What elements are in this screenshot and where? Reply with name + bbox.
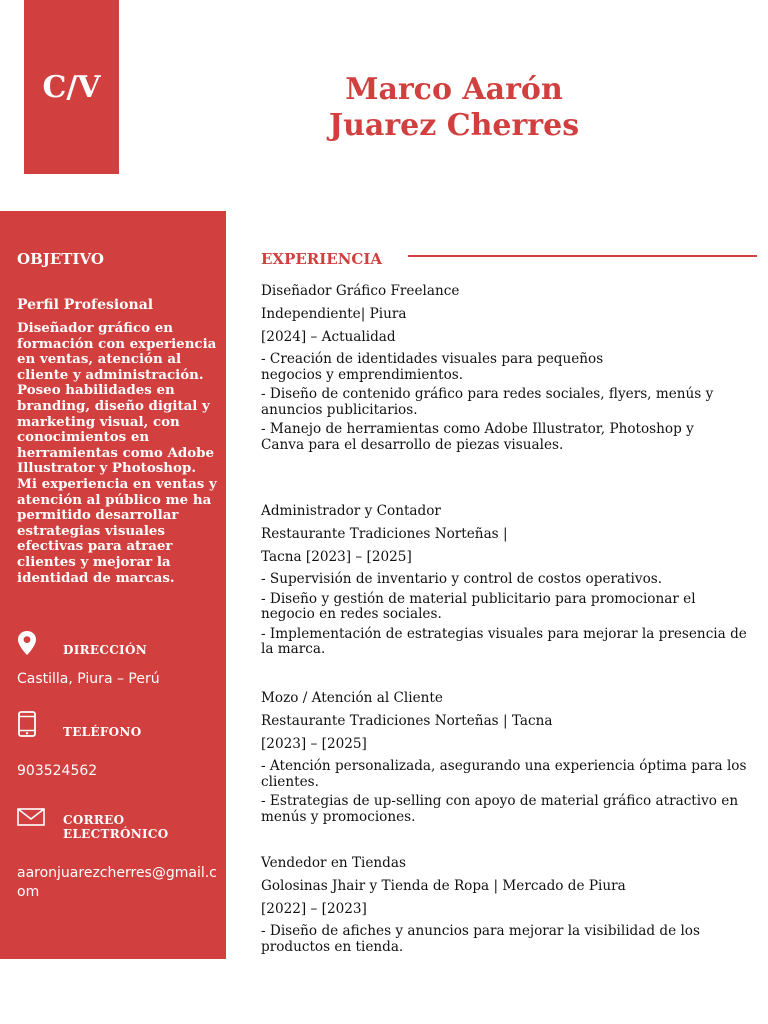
job-role: Diseñador Gráfico Freelance [261,283,460,299]
job-bullet: - Implementación de estrategias visuales para mejorar la presencia de la marca. [261,625,747,657]
correo-value: aaronjuarezcherres@gmail.c om [17,865,217,900]
phone-icon [17,711,37,737]
job-period: [2022] – [2023] [261,901,367,917]
job-company: Independiente| Piura [261,306,407,322]
job-bullet: - Manejo de herramientas como Adobe Illustrator, Photoshop y Canva para el desarrollo de piezas visuales. [261,421,694,453]
job-entry [261,503,761,662]
telefono-value: 903524562 [17,763,98,779]
location-pin-icon [17,630,37,656]
objetivo-heading: OBJETIVO [17,250,104,268]
job-role: Administrador y Contador [261,503,441,519]
correo-label [63,813,169,841]
direccion-label: DIRECCIÓN [63,643,147,657]
job-company: Restaurante Tradiciones Norteñas | [261,526,508,542]
job-bullet: - Diseño de afiches y anuncios para mejorar la visibilidad de los productos en tienda. [261,923,700,955]
job-bullet: - Supervisión de inventario y control de costos operativos. [261,571,663,587]
job-entry [261,283,761,457]
job-company: Restaurante Tradiciones Norteñas | Tacna [261,713,553,729]
name-first-line: Marco Aarón [345,72,563,107]
envelope-icon [17,808,45,826]
experiencia-heading: EXPERIENCIA [261,250,383,268]
sidebar [0,211,226,959]
job-role: Vendedor en Tiendas [261,855,406,871]
job-bullet: - Diseño de contenido gráfico para redes sociales, flyers, menús y anuncios publicitarios. [261,386,714,418]
perfil-paragraph: Mi experiencia en ventas y atención al público me ha permitido desarrollar estrategias visuales efectivas para atraer clientes y mejorar la identidad de marcas. [17,475,217,586]
job-bullet: - Atención personalizada, asegurando una experiencia óptima para los clientes. [261,758,747,790]
job-period: [2023] – [2025] [261,736,367,752]
direccion-value: Castilla, Piura – Perú [17,671,160,687]
job-entry [261,855,761,959]
candidate-name [270,72,638,144]
perfil-paragraph: Poseo habilidades en branding, diseño digital y marketing visual, con conocimientos en herramientas como Adobe Illustrator y Photoshop. [17,382,215,477]
perfil-text [17,321,229,586]
cv-label: C/V [42,69,101,105]
job-company: Golosinas Jhair y Tienda de Ropa | Mercado de Piura [261,878,626,894]
correo-label-line: CORREO [63,813,125,827]
perfil-paragraph: Diseñador gráfico en formación con experiencia en ventas, atención al cliente y administración. [17,320,217,383]
cv-badge [24,0,119,174]
job-period: Tacna [2023] – [2025] [261,549,412,565]
job-bullet: - Creación de identidades visuales para pequeños negocios y emprendimientos. [261,351,604,383]
job-entry [261,690,761,829]
perfil-heading: Perfil Profesional [17,297,154,313]
job-role: Mozo / Atención al Cliente [261,690,443,706]
telefono-label: TELÉFONO [63,725,142,739]
job-bullet: - Diseño y gestión de material publicitario para promocionar el negocio en redes sociales. [261,590,696,622]
job-period: [2024] – Actualidad [261,329,396,345]
correo-label-line: ELECTRÓNICO [63,827,169,841]
name-second-line: Juarez Cherres [328,108,580,143]
heading-divider [408,255,757,257]
job-bullet: - Estrategias de up-selling con apoyo de material gráfico atractivo en menús y promociones. [261,793,739,825]
